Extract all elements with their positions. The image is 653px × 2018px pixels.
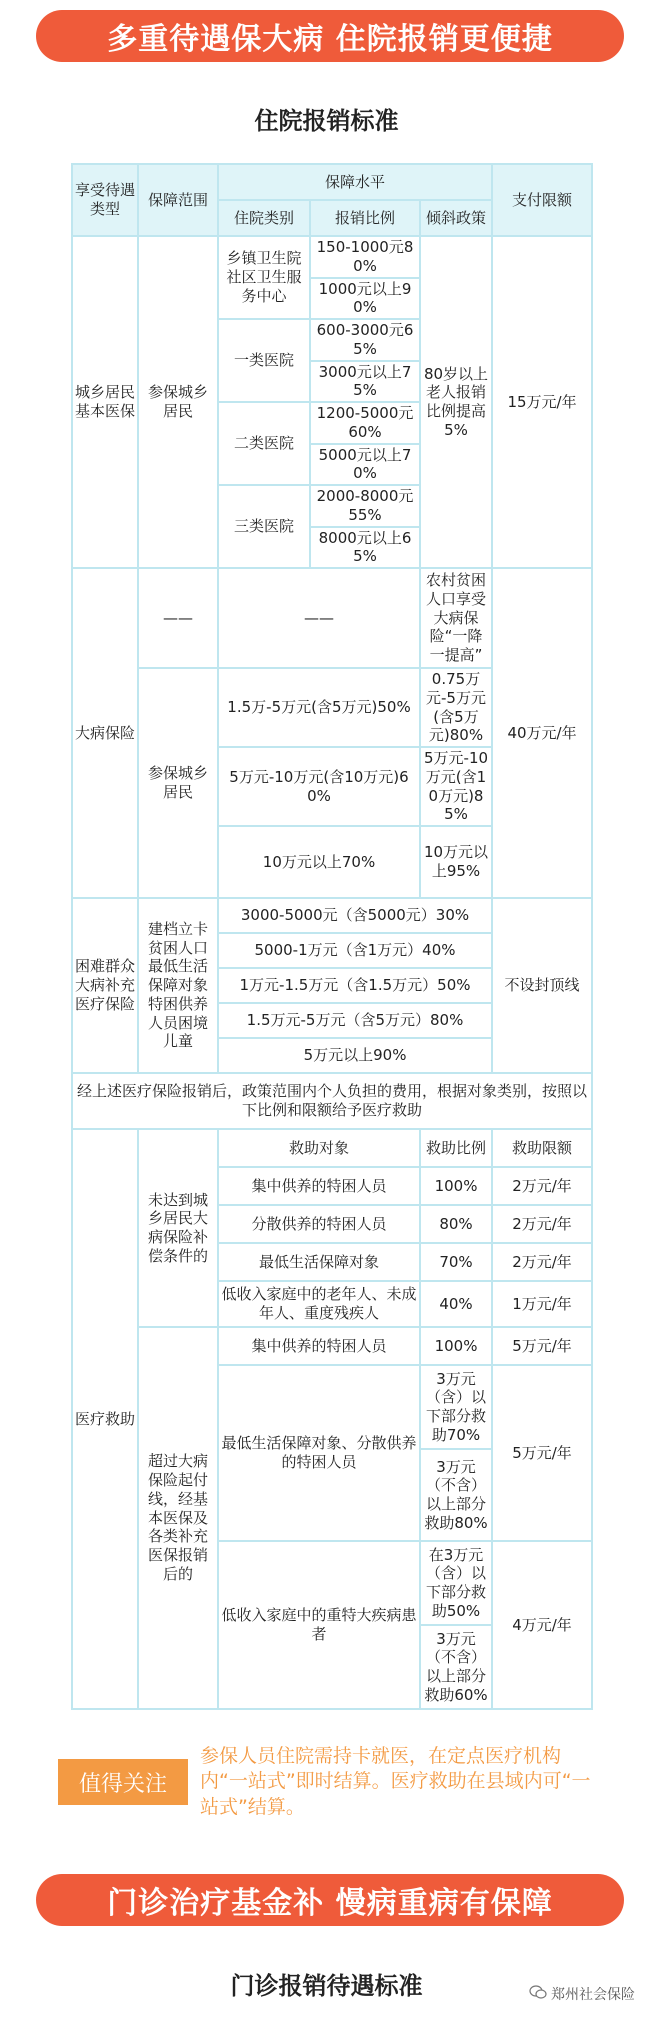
aid-target: 最低生活保障对象 xyxy=(218,1243,420,1281)
aid-ratio: 100% xyxy=(420,1167,492,1205)
serious-policy-2: 5万元-10万元(含10万元)85% xyxy=(420,747,492,826)
serious-scope: 参保城乡居民 xyxy=(138,668,218,898)
hospital-class1: 一类医院 xyxy=(218,319,310,402)
ratio-cell: 8000元以上65% xyxy=(310,527,420,569)
watermark-text: 郑州社会保险 xyxy=(551,1987,635,2003)
aid-scope-1: 未达到城乡居民大病保险补偿条件的 xyxy=(138,1129,218,1327)
supp-ratio-4: 1.5万元-5万元（含5万元）80% xyxy=(218,1003,492,1038)
header-limit: 支付限额 xyxy=(492,164,592,236)
aid-limit: 1万元/年 xyxy=(492,1281,592,1327)
aid-target: 低收入家庭中的重特大疾病患者 xyxy=(218,1541,420,1709)
aid-ratio: 3万元（不含）以上部分救助60% xyxy=(420,1625,492,1709)
top-banner: 多重待遇保大病 住院报销更便捷 xyxy=(36,10,624,62)
supp-name: 困难群众大病补充医疗保险 xyxy=(72,898,138,1073)
attention-text: 参保人员住院需持卡就医，在定点医疗机构内“一站式”即时结算。医疗救助在县域内可“一站式”结算。 xyxy=(200,1744,591,1818)
basic-scope: 参保城乡居民 xyxy=(138,236,218,568)
hospital-township: 乡镇卫生院社区卫生服务中心 xyxy=(218,236,310,319)
header-scope: 保障范围 xyxy=(138,164,218,236)
inpatient-table xyxy=(71,163,593,1710)
ratio-cell: 5000元以上70% xyxy=(310,444,420,486)
attention-tag: 值得关注 xyxy=(58,1759,188,1805)
header-policy: 倾斜政策 xyxy=(420,200,492,236)
aid-name: 医疗救助 xyxy=(72,1129,138,1709)
ratio-cell: 150-1000元80% xyxy=(310,236,420,278)
aid-header-limit: 救助限额 xyxy=(492,1129,592,1167)
basic-limit: 15万元/年 xyxy=(492,236,592,568)
serious-policy-poor: 农村贫困人口享受大病保险“一降一提高” xyxy=(420,568,492,668)
outpatient-banner: 门诊治疗基金补 慢病重病有保障 xyxy=(36,1874,624,1926)
serious-policy-1: 0.75万元-5万元(含5万元)80% xyxy=(420,668,492,747)
aid-limit: 2万元/年 xyxy=(492,1205,592,1243)
header-ratio: 报销比例 xyxy=(310,200,420,236)
serious-name: 大病保险 xyxy=(72,568,138,898)
hospital-class2: 二类医院 xyxy=(218,402,310,485)
aid-limit: 5万元/年 xyxy=(492,1365,592,1541)
wechat-icon xyxy=(529,1984,547,2004)
aid-target: 分散供养的特困人员 xyxy=(218,1205,420,1243)
hospital-class3: 三类医院 xyxy=(218,485,310,568)
serious-ratio-2: 5万元-10万元(含10万元)60% xyxy=(218,747,420,826)
supp-limit: 不设封顶线 xyxy=(492,898,592,1073)
supp-ratio-1: 3000-5000元（含5000元）30% xyxy=(218,898,492,933)
aid-header-target: 救助对象 xyxy=(218,1129,420,1167)
aid-ratio: 40% xyxy=(420,1281,492,1327)
basic-name: 城乡居民基本医保 xyxy=(72,236,138,568)
assist-note: 经上述医疗保险报销后，政策范围内个人负担的费用，根据对象类别，按照以下比例和限额给予医疗救助 xyxy=(72,1073,592,1129)
basic-policy: 80岁以上老人报销比例提高5% xyxy=(420,236,492,568)
aid-limit: 2万元/年 xyxy=(492,1167,592,1205)
aid-ratio: 3万元（含）以下部分救助70% xyxy=(420,1365,492,1449)
aid-ratio: 3万元（不含）以上部分救助80% xyxy=(420,1449,492,1541)
supp-ratio-5: 5万元以上90% xyxy=(218,1038,492,1073)
header-type: 享受待遇类型 xyxy=(72,164,138,236)
aid-limit: 2万元/年 xyxy=(492,1243,592,1281)
serious-dash-scope: —— xyxy=(138,568,218,668)
serious-ratio-1: 1.5万-5万元(含5万元)50% xyxy=(218,668,420,747)
aid-limit: 5万元/年 xyxy=(492,1327,592,1365)
ratio-cell: 1200-5000元60% xyxy=(310,402,420,444)
aid-limit: 4万元/年 xyxy=(492,1541,592,1709)
aid-target: 低收入家庭中的老年人、未成年人、重度残疾人 xyxy=(218,1281,420,1327)
ratio-cell: 600-3000元65% xyxy=(310,319,420,361)
aid-target: 集中供养的特困人员 xyxy=(218,1167,420,1205)
section-title-inpatient: 住院报销标准 xyxy=(254,107,399,135)
section-title-outpatient: 门诊报销待遇标准 xyxy=(230,1972,423,2000)
aid-scope-2: 超过大病保险起付线，经基本医保及各类补充医保报销后的 xyxy=(138,1327,218,1709)
aid-header-ratio: 救助比例 xyxy=(420,1129,492,1167)
aid-ratio: 70% xyxy=(420,1243,492,1281)
aid-ratio: 在3万元（含）以下部分救助50% xyxy=(420,1541,492,1625)
ratio-cell: 1000元以上90% xyxy=(310,278,420,320)
header-hospital: 住院类别 xyxy=(218,200,310,236)
attention-note xyxy=(58,1742,598,1822)
serious-dash-ratio: —— xyxy=(218,568,420,668)
supp-scope: 建档立卡贫困人口最低生活保障对象特困供养人员困境儿童 xyxy=(138,898,218,1073)
ratio-cell: 2000-8000元55% xyxy=(310,485,420,527)
aid-ratio: 100% xyxy=(420,1327,492,1365)
supp-ratio-3: 1万元-1.5万元（含1.5万元）50% xyxy=(218,968,492,1003)
serious-ratio-3: 10万元以上70% xyxy=(218,826,420,898)
watermark xyxy=(529,1984,635,2004)
ratio-cell: 3000元以上75% xyxy=(310,361,420,403)
aid-target: 集中供养的特困人员 xyxy=(218,1327,420,1365)
serious-policy-3: 10万元以上95% xyxy=(420,826,492,898)
aid-target: 最低生活保障对象、分散供养的特困人员 xyxy=(218,1365,420,1541)
serious-limit: 40万元/年 xyxy=(492,568,592,898)
supp-ratio-2: 5000-1万元（含1万元）40% xyxy=(218,933,492,968)
header-level: 保障水平 xyxy=(218,164,492,200)
aid-ratio: 80% xyxy=(420,1205,492,1243)
